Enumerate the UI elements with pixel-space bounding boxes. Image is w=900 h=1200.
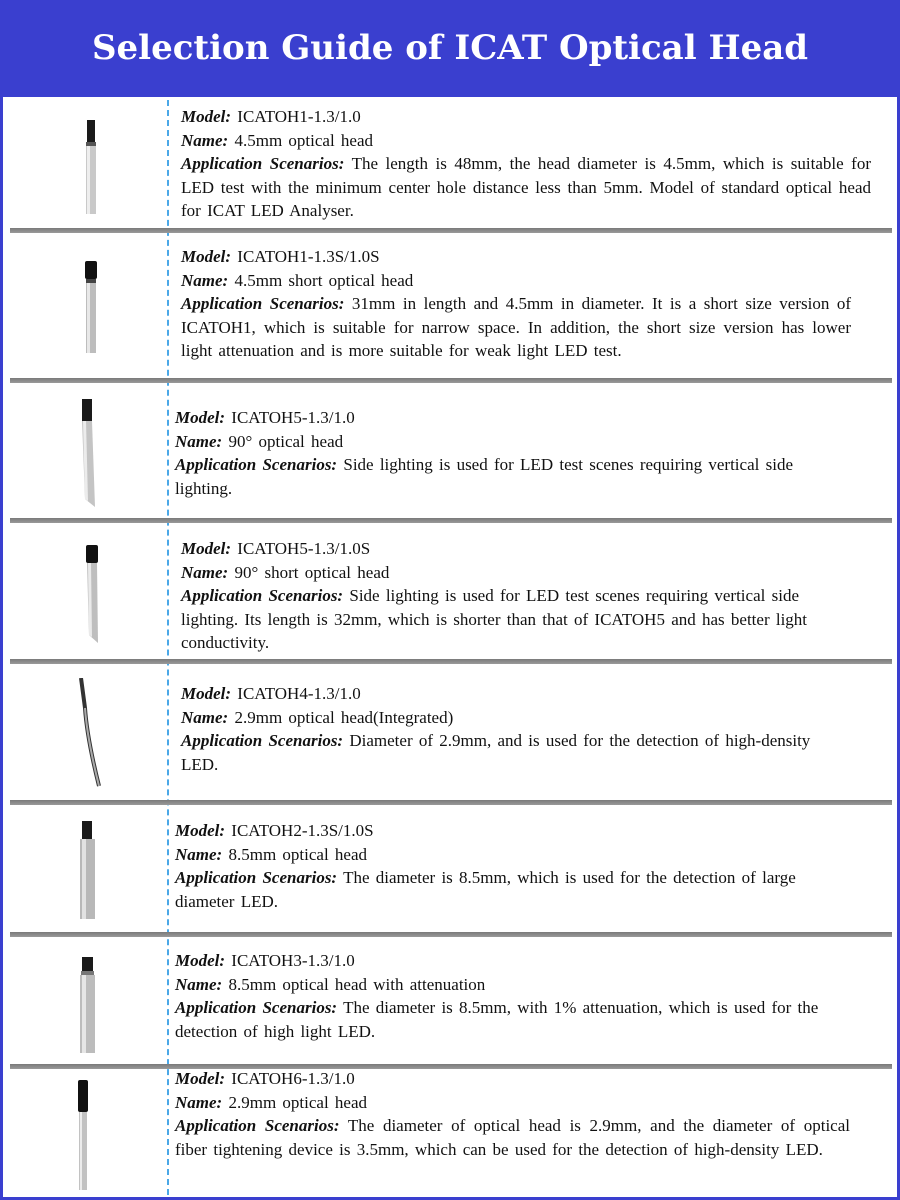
probe-image-3 [77, 399, 101, 509]
model-label: Model: [181, 684, 232, 703]
name-label: Name: [175, 974, 223, 994]
name-value: 8.5mm optical head [228, 844, 368, 864]
scenario-label: Application Scenarios: [181, 294, 345, 313]
probe-image-7 [77, 957, 99, 1055]
name-value: 2.9mm optical head [228, 1092, 368, 1112]
model-value: ICATOH2-1.3S/1.0S [231, 821, 374, 840]
name-value: 2.9mm optical head(Integrated) [234, 707, 454, 727]
scenario-label: Application Scenarios: [175, 998, 338, 1017]
scenario-label: Application Scenarios: [175, 1116, 340, 1135]
row-separator [10, 518, 892, 523]
scenario-value: The diameter of optical head is 2.9mm, and the diameter of optical fiber tightening device is 3.5mm, which can be used for the detection of high-density LED. [175, 1116, 850, 1159]
scenario-value: The diameter is 8.5mm, which is used for the detection of large diameter LED. [175, 868, 796, 911]
model-value: ICATOH1-1.3S/1.0S [237, 247, 380, 266]
model-value: ICATOH1-1.3/1.0 [237, 107, 361, 126]
product-text-4 [181, 537, 841, 655]
product-text-6 [175, 819, 830, 913]
row-separator [10, 228, 892, 233]
name-value: 4.5mm short optical head [234, 270, 414, 290]
product-row-6 [3, 807, 897, 937]
name-value: 4.5mm optical head [234, 130, 374, 150]
product-row-1 [3, 100, 897, 235]
model-label: Model: [175, 951, 226, 970]
model-label: Model: [175, 408, 226, 427]
name-label: Name: [175, 844, 223, 864]
product-row-4 [3, 525, 897, 660]
product-text-3 [175, 406, 845, 500]
model-label: Model: [175, 1069, 226, 1088]
row-separator [10, 800, 892, 805]
model-value: ICATOH3-1.3/1.0 [231, 951, 355, 970]
product-row-7 [3, 939, 897, 1064]
name-label: Name: [181, 130, 229, 150]
probe-image-5 [73, 678, 107, 788]
scenario-label: Application Scenarios: [181, 154, 345, 173]
product-row-3 [3, 385, 897, 520]
probe-image-1 [81, 120, 101, 220]
model-label: Model: [175, 821, 226, 840]
scenario-value: Diameter of 2.9mm, and is used for the detection of high-density LED. [181, 731, 811, 774]
probe-image-8 [73, 1080, 93, 1192]
scenario-label: Application Scenarios: [181, 586, 344, 605]
probe-image-2 [81, 261, 101, 356]
model-label: Model: [181, 539, 232, 558]
scenario-value: The diameter is 8.5mm, with 1% attenuation, which is used for the detection of high light LED. [175, 998, 819, 1041]
product-row-8 [3, 1070, 897, 1195]
name-label: Name: [175, 1092, 223, 1112]
scenario-label: Application Scenarios: [175, 868, 338, 887]
row-separator [10, 378, 892, 383]
scenario-value: Side lighting is used for LED test scenes requiring vertical side lighting. [175, 455, 793, 498]
probe-image-4 [81, 545, 103, 645]
scenario-value: Side lighting is used for LED test scenes requiring vertical side lighting. Its length is 32mm, which is shorter than that of ICATOH5 and has better light conductivity. [181, 586, 808, 652]
probe-image-6 [77, 821, 99, 921]
product-text-7 [175, 949, 840, 1043]
model-value: ICATOH5-1.3/1.0 [231, 408, 355, 427]
product-text-2 [181, 245, 851, 363]
name-label: Name: [181, 562, 229, 582]
scenario-label: Application Scenarios: [181, 731, 344, 750]
name-label: Name: [175, 431, 223, 451]
product-text-1 [181, 105, 871, 223]
model-label: Model: [181, 247, 232, 266]
model-value: ICATOH6-1.3/1.0 [231, 1069, 355, 1088]
scenario-value: 31mm in length and 4.5mm in diameter. It is a short size version of ICATOH1, which is suitable for narrow space. In addition, the short size version has lower light attenuation and is more suitable for weak light LED test. [181, 294, 852, 360]
name-value: 90° optical head [228, 431, 344, 451]
scenario-label: Application Scenarios: [175, 455, 338, 474]
name-label: Name: [181, 707, 229, 727]
scenario-value: The length is 48mm, the head diameter is 4.5mm, which is suitable for LED test with the minimum center hole distance less than 5mm. Model of standard optical head for ICAT LED Analyser. [181, 154, 871, 220]
name-value: 8.5mm optical head with attenuation [228, 974, 486, 994]
name-label: Name: [181, 270, 229, 290]
product-text-8 [175, 1067, 850, 1161]
model-label: Model: [181, 107, 232, 126]
product-row-2 [3, 235, 897, 380]
model-value: ICATOH4-1.3/1.0 [237, 684, 361, 703]
page-title: Selection Guide of ICAT Optical Head [0, 0, 900, 97]
model-value: ICATOH5-1.3/1.0S [237, 539, 371, 558]
product-text-5 [181, 682, 841, 776]
row-separator [10, 659, 892, 664]
row-separator [10, 932, 892, 937]
name-value: 90° short optical head [234, 562, 390, 582]
product-row-5 [3, 666, 897, 801]
